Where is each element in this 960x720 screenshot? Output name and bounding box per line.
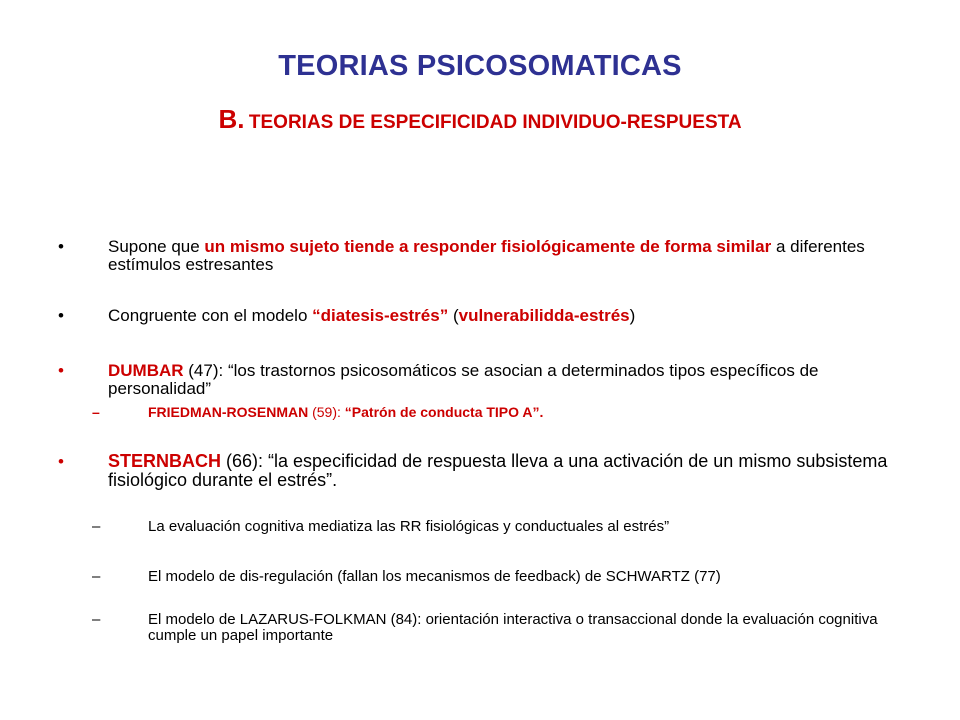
sub-dash: – [92, 518, 101, 535]
bullet-dot: • [58, 452, 64, 471]
sub-text-part: “Patrón de conducta TIPO A”. [344, 404, 544, 420]
bullet-text [108, 238, 918, 274]
bullet-text [108, 307, 918, 325]
bullet-highlight: “diatesis-estrés” [312, 306, 449, 325]
sub-text-part: (59): [308, 404, 345, 420]
bullet-text-part: ) [629, 306, 636, 325]
subtitle-letter: B. [218, 104, 245, 134]
bullet-dot: • [58, 361, 64, 380]
subtitle-text: TEORIAS DE ESPECIFICIDAD INDIVIDUO-RESPUESTA [248, 112, 742, 133]
sub-text-part: FRIEDMAN-ROSENMAN [148, 404, 309, 420]
sub-dash: – [92, 404, 100, 420]
bullet-text-part: Congruente con el modelo [108, 306, 313, 325]
bullet-dot: • [58, 306, 64, 325]
bullet-text-part: a diferentes estímulos estresantes [108, 237, 865, 274]
bullet-text-part: (47): “los trastornos psicosomáticos se asocian a determinados tipos específicos de personalidad” [108, 361, 819, 398]
sub-dash: – [92, 611, 101, 628]
sub-text: La evaluación cognitiva mediatiza las RR fisiológicas y conductuales al estrés” [148, 518, 670, 535]
bullet-highlight: un mismo sujeto tiende a responder fisiológicamente de forma similar [204, 237, 772, 256]
bullet-text [108, 362, 918, 398]
slide-title: TEORIAS PSICOSOMATICAS [278, 50, 682, 82]
bullet-text-part: Supone que [108, 237, 205, 256]
bullet-highlight: STERNBACH [108, 451, 222, 471]
bullet-text-part: ( [448, 306, 459, 325]
bullet-text [108, 452, 918, 490]
slide-subtitle [0, 104, 960, 135]
sub-text: El modelo de LAZARUS-FOLKMAN (84): orientación interactiva o transaccional donde la evaluación cognitiva cumple un papel importante [148, 611, 878, 644]
bullet-highlight: DUMBAR [108, 361, 184, 380]
bullet-dot: • [58, 237, 64, 256]
sub-text [148, 404, 908, 420]
bullet-text-part: (66): “la especificidad de respuesta lleva a una activación de un mismo subsistema fisiológico durante el estrés”. [108, 451, 888, 490]
sub-text: El modelo de dis-regulación (fallan los mecanismos de feedback) de SCHWARTZ (77) [148, 568, 721, 585]
bullet-highlight: vulnerabilidda-estrés [458, 306, 630, 325]
sub-dash: – [92, 568, 101, 585]
